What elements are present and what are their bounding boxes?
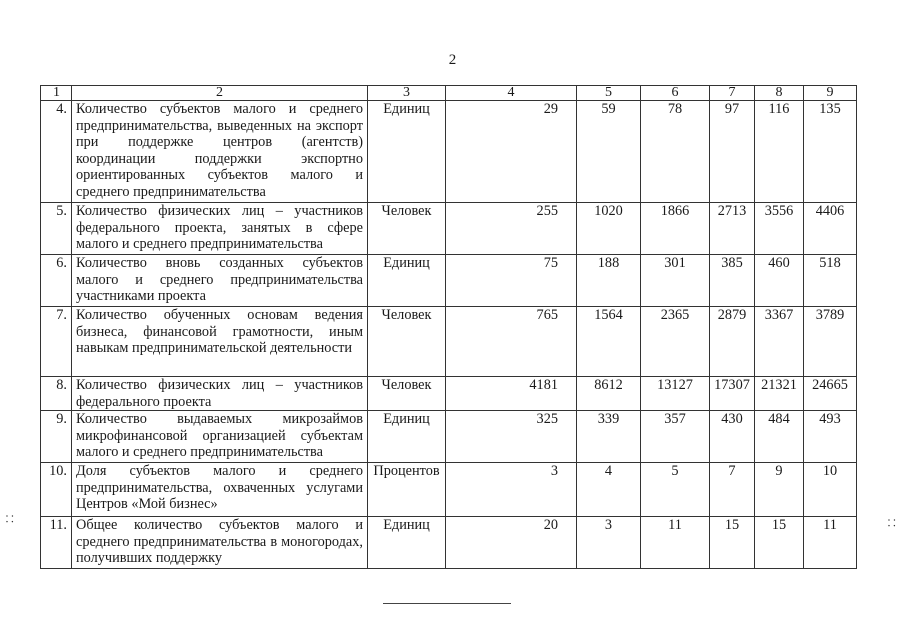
value-cell: 385 [710, 255, 755, 307]
value-cell: 2713 [710, 203, 755, 255]
row-number: 8. [41, 377, 72, 411]
indicator-name: Количество физических лиц – участников федерального проекта [72, 377, 368, 411]
unit-cell: Единиц [368, 411, 446, 463]
value-cell: 3556 [755, 203, 804, 255]
table-row [41, 255, 857, 307]
margin-mark: ⸬ [6, 515, 14, 525]
value-cell: 5 [641, 463, 710, 517]
value-cell: 518 [804, 255, 857, 307]
indicator-name: Количество вновь созданных субъектов малого и среднего предпринимательства участниками проекта [72, 255, 368, 307]
unit-cell: Человек [368, 203, 446, 255]
row-number: 6. [41, 255, 72, 307]
value-cell: 255 [446, 203, 577, 255]
value-cell: 11 [641, 517, 710, 569]
unit-cell: Единиц [368, 101, 446, 203]
value-cell: 75 [446, 255, 577, 307]
value-cell: 1564 [577, 307, 641, 377]
table-row [41, 517, 857, 569]
value-cell: 97 [710, 101, 755, 203]
value-cell: 15 [755, 517, 804, 569]
table-row [41, 307, 857, 377]
value-cell: 1866 [641, 203, 710, 255]
column-header: 7 [710, 86, 755, 101]
column-header: 3 [368, 86, 446, 101]
row-number: 7. [41, 307, 72, 377]
row-number: 10. [41, 463, 72, 517]
value-cell: 765 [446, 307, 577, 377]
value-cell: 430 [710, 411, 755, 463]
value-cell: 9 [755, 463, 804, 517]
value-cell: 7 [710, 463, 755, 517]
table-row [41, 101, 857, 203]
table-row [41, 203, 857, 255]
indicator-name: Количество обученных основам ведения бизнеса, финансовой грамотности, иным навыкам предпринимательской деятельности [72, 307, 368, 377]
column-header: 8 [755, 86, 804, 101]
indicator-name: Количество физических лиц – участников федерального проекта, занятых в сфере малого и среднего предпринимательства [72, 203, 368, 255]
value-cell: 116 [755, 101, 804, 203]
column-header: 5 [577, 86, 641, 101]
value-cell: 10 [804, 463, 857, 517]
value-cell: 2365 [641, 307, 710, 377]
value-cell: 3 [446, 463, 577, 517]
value-cell: 301 [641, 255, 710, 307]
column-header: 6 [641, 86, 710, 101]
value-cell: 4 [577, 463, 641, 517]
value-cell: 29 [446, 101, 577, 203]
value-cell: 460 [755, 255, 804, 307]
value-cell: 20 [446, 517, 577, 569]
value-cell: 339 [577, 411, 641, 463]
value-cell: 24665 [804, 377, 857, 411]
value-cell: 2879 [710, 307, 755, 377]
value-cell: 1020 [577, 203, 641, 255]
value-cell: 325 [446, 411, 577, 463]
row-number: 5. [41, 203, 72, 255]
indicator-name: Общее количество субъектов малого и среднего предпринимательства в моногородах, получивших поддержку [72, 517, 368, 569]
footer-divider [383, 603, 511, 604]
unit-cell: Единиц [368, 255, 446, 307]
table-row [41, 463, 857, 517]
column-number-row [41, 86, 857, 101]
value-cell: 3367 [755, 307, 804, 377]
row-number: 9. [41, 411, 72, 463]
row-number: 11. [41, 517, 72, 569]
value-cell: 59 [577, 101, 641, 203]
margin-mark: ⸬ [888, 519, 896, 529]
unit-cell: Единиц [368, 517, 446, 569]
unit-cell: Процентов [368, 463, 446, 517]
indicator-name: Количество выдаваемых микрозаймов микрофинансовой организацией субъектам малого и среднего предпринимательства [72, 411, 368, 463]
value-cell: 3789 [804, 307, 857, 377]
value-cell: 493 [804, 411, 857, 463]
unit-cell: Человек [368, 377, 446, 411]
indicator-name: Доля субъектов малого и среднего предпринимательства, охваченных услугами Центров «Мой бизнес» [72, 463, 368, 517]
table-row [41, 411, 857, 463]
value-cell: 15 [710, 517, 755, 569]
value-cell: 188 [577, 255, 641, 307]
column-header: 2 [72, 86, 368, 101]
value-cell: 135 [804, 101, 857, 203]
column-header: 1 [41, 86, 72, 101]
value-cell: 8612 [577, 377, 641, 411]
table-row [41, 377, 857, 411]
value-cell: 21321 [755, 377, 804, 411]
indicator-name: Количество субъектов малого и среднего предпринимательства, выведенных на экспорт при поддержке центров (агентств) координации поддержки экспортно ориентированных субъектов малого и среднего предпринимательства [72, 101, 368, 203]
value-cell: 17307 [710, 377, 755, 411]
unit-cell: Человек [368, 307, 446, 377]
column-header: 9 [804, 86, 857, 101]
row-number: 4. [41, 101, 72, 203]
value-cell: 4406 [804, 203, 857, 255]
value-cell: 78 [641, 101, 710, 203]
indicators-table [40, 85, 857, 569]
value-cell: 13127 [641, 377, 710, 411]
value-cell: 357 [641, 411, 710, 463]
value-cell: 3 [577, 517, 641, 569]
value-cell: 11 [804, 517, 857, 569]
value-cell: 484 [755, 411, 804, 463]
page-number: 2 [448, 52, 457, 68]
value-cell: 4181 [446, 377, 577, 411]
column-header: 4 [446, 86, 577, 101]
